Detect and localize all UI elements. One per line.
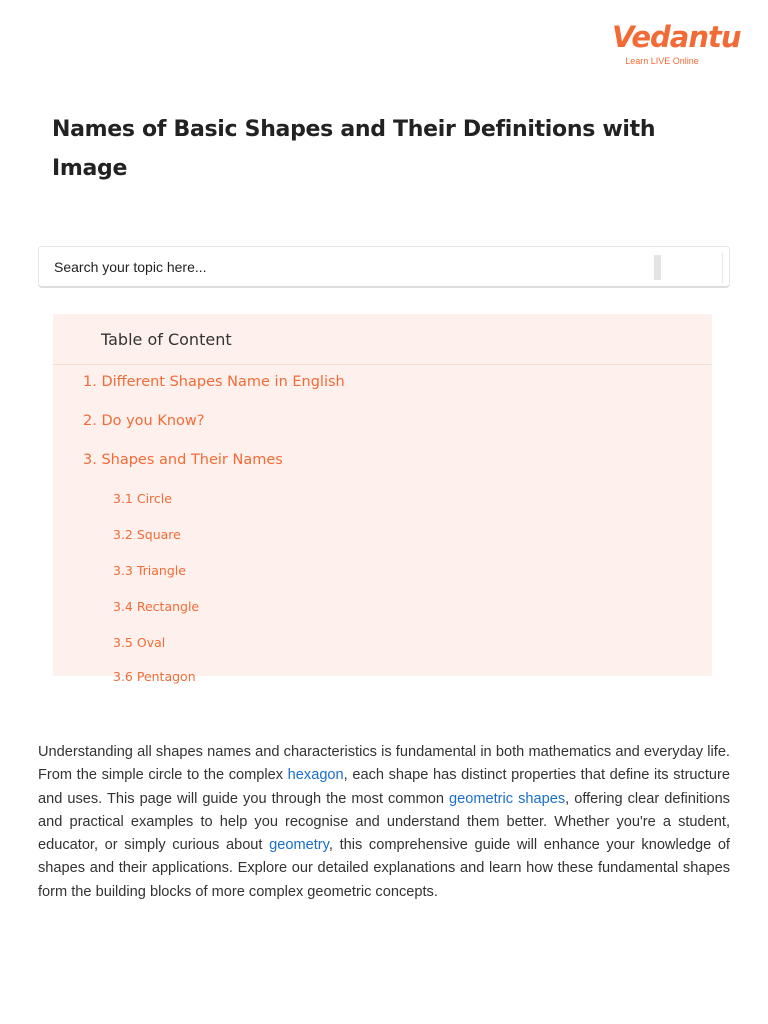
toc-subitem-square[interactable]: 3.2 Square <box>113 527 181 542</box>
toc-subitem-oval[interactable]: 3.5 Oval <box>113 635 166 650</box>
toc-subitem-circle[interactable]: 3.1 Circle <box>113 491 172 506</box>
intro-text-3: , offering clear definitions and practical examples to help you recognise and understand them better. Whether you're a student, educator, or simply curious about <box>38 790 730 854</box>
intro-text-4: , this comprehensive guide will enhance your knowledge of shapes and their applications. Explore our detailed explanations and learn how these fundamental shapes form the building blocks of more complex geometric concepts. <box>38 837 730 900</box>
intro-paragraph <box>38 741 730 904</box>
hexagon-link[interactable]: hexagon <box>287 767 344 784</box>
intro-text-2: , each shape has distinct properties that define its structure and uses. This page will guide you through the most common <box>38 767 730 807</box>
toc-subitem-rectangle[interactable]: 3.4 Rectangle <box>113 599 200 614</box>
geometry-link[interactable]: geometry <box>269 837 329 854</box>
geometric-shapes-link[interactable]: geometric shapes <box>448 790 566 807</box>
toc-divider <box>53 364 712 365</box>
toc-heading: Table of Content <box>101 330 232 349</box>
page-title: Names of Basic Shapes and Their Definitions with Image <box>52 117 656 181</box>
toc-subitem-pentagon[interactable]: 3.6 Pentagon <box>113 669 196 684</box>
vedantu-logo[interactable] <box>612 20 741 66</box>
search-scrollbar[interactable] <box>654 255 661 280</box>
toc-item-different-shapes[interactable]: 1. Different Shapes Name in English <box>83 374 345 390</box>
intro-text-1: Understanding all shapes names and characteristics is fundamental in both mathematics and everyday life. From the simple circle to the complex <box>38 744 730 784</box>
table-of-content <box>53 314 712 684</box>
search-edge <box>722 253 729 283</box>
logo-tagline: Learn LIVE Online <box>625 56 699 66</box>
search-input[interactable] <box>39 247 639 287</box>
toc-item-shapes-and-names[interactable]: 3. Shapes and Their Names <box>83 452 283 468</box>
toc-subitem-triangle[interactable]: 3.3 Triangle <box>113 563 186 578</box>
toc-item-do-you-know[interactable]: 2. Do you Know? <box>83 413 205 429</box>
logo-wordmark: Vedantu <box>612 20 741 54</box>
search-bar <box>38 246 730 288</box>
